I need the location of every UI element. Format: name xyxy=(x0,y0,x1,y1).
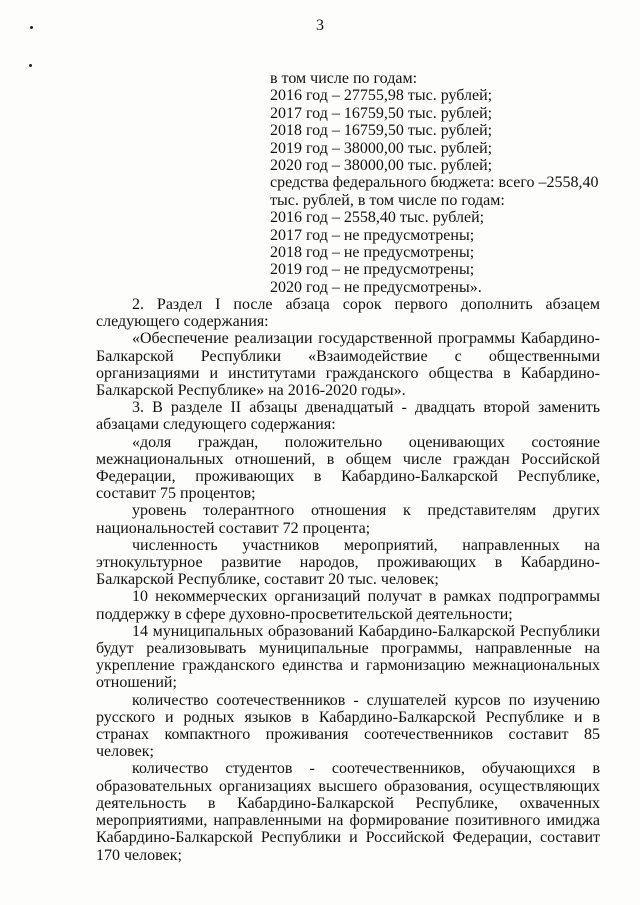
scan-mark xyxy=(29,64,32,67)
page-number: 3 xyxy=(316,17,324,34)
paragraph: 2. Раздел I после абзаца сорок первого дополнить абзацем следующего содержания: xyxy=(96,296,600,331)
paragraph: численность участников мероприятий, направленных на этнокультурное развитие народов, проживающих в Кабардино-Балкарской Республике, составит 20 тыс. человек; xyxy=(96,536,600,589)
paragraph: 10 некоммерческих организаций получат в рамках подпрограммы поддержку в сфере духовно-просветительской деятельности; xyxy=(96,588,600,623)
budget-line: 2017 год – 16759,50 тыс. рублей; xyxy=(270,104,493,122)
budget-line: 2019 год – не предусмотрены; xyxy=(270,261,475,279)
budget-line: в том числе по годам: xyxy=(270,70,418,87)
budget-line: 2017 год – не предусмотрены; xyxy=(270,226,475,244)
paragraph: «доля граждан, положительно оценивающих состояние межнациональных отношений, в общем числе граждан Российской Федерации, проживающих в Кабардино-Балкарской Республике, составит 75 процентов; xyxy=(96,433,600,503)
budget-line: 2016 год – 2558,40 тыс. рублей; xyxy=(270,209,485,227)
paragraph: 14 муниципальных образований Кабардино-Балкарской Республики будут реализовывать муниципальные программы, направленные на укрепление гражданского единства и гармонизацию межнациональных отношений; xyxy=(96,622,600,692)
budget-line: 2020 год – не предусмотрены». xyxy=(270,278,482,296)
paragraph: «Обеспечение реализации государственной программы Кабардино-Балкарской Республики «Взаимодействие с общественными организациями и институтами гражданского общества в Кабардино-Балкарской Республике» на 2016-2020 годы». xyxy=(96,330,600,400)
budget-line: 2020 год – 38000,00 тыс. рублей; xyxy=(270,156,493,174)
paragraph: количество соотечественников - слушателей курсов по изучению русского и родных языков в Кабардино-Балкарской Республике и в странах компактного проживания соотечественников составит 85 человек; xyxy=(96,691,600,761)
budget-line: 2016 год – 27755,98 тыс. рублей; xyxy=(270,87,493,105)
budget-block xyxy=(270,70,610,296)
budget-line: 2018 год – не предусмотрены; xyxy=(270,243,475,261)
budget-line: средства федерального бюджета: всего –2558,40 xyxy=(270,174,599,192)
paragraph: 3. В разделе II абзацы двенадцатый - двадцать второй заменить абзацами следующего содержания: xyxy=(96,399,600,434)
budget-line: 2018 год – 16759,50 тыс. рублей; xyxy=(270,122,493,140)
paragraph: количество студентов - соотечественников, обучающихся в образовательных организациях высшего образования, осуществляющих деятельность в Кабардино-Балкарской Республике, охваченных мероприятиями, направленными на формирование позитивного имиджа Кабардино-Балкарской Республики и Российской Федерации, составит 170 человек; xyxy=(96,760,600,864)
budget-line: 2019 год – 38000,00 тыс. рублей; xyxy=(270,139,493,157)
budget-line: тыс. рублей, в том числе по годам: xyxy=(270,191,505,209)
body-text xyxy=(96,296,600,864)
paragraph: уровень толерантного отношения к представителям других национальностей составит 72 процента; xyxy=(96,502,600,537)
